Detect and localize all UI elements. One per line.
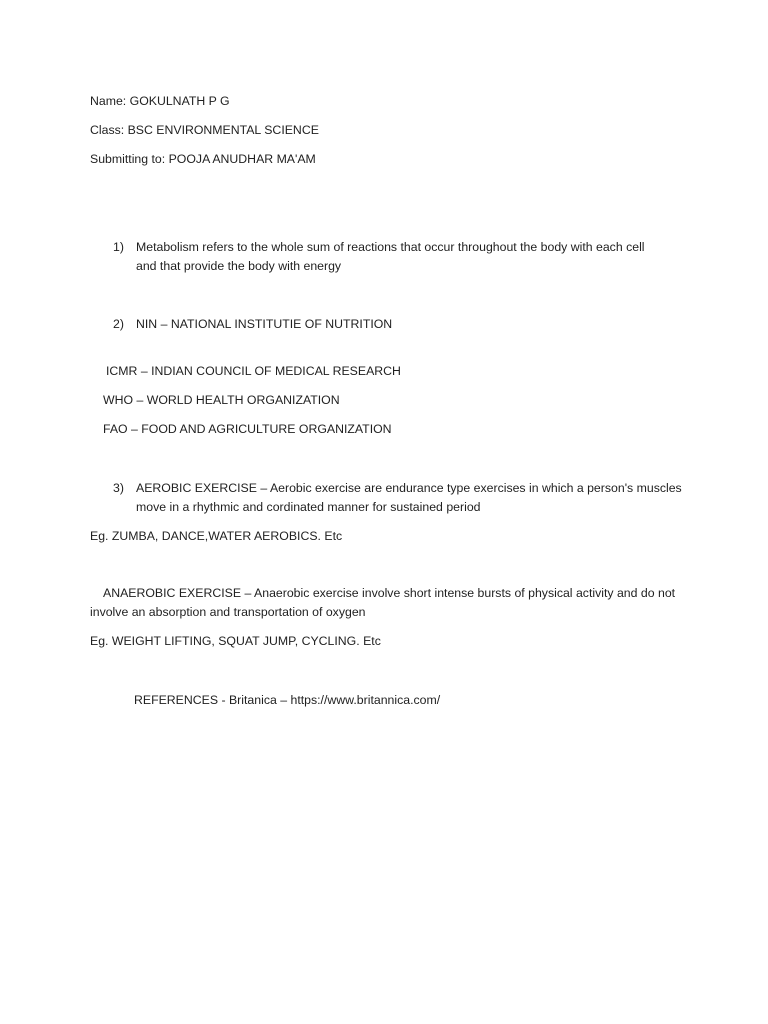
aerobic-examples: Eg. ZUMBA, DANCE,WATER AEROBICS. Etc bbox=[90, 529, 343, 543]
anaerobic-examples: Eg. WEIGHT LIFTING, SQUAT JUMP, CYCLING. Etc bbox=[90, 634, 381, 648]
aerobic-line-2: move in a rhythmic and cordinated manner for sustained period bbox=[136, 500, 481, 514]
aerobic-line-1: AEROBIC EXERCISE – Aerobic exercise are endurance type exercises in which a person's muscles bbox=[136, 481, 682, 495]
answer-2-who: WHO – WORLD HEALTH ORGANIZATION bbox=[103, 393, 340, 407]
references: REFERENCES - Britanica – https://www.britannica.com/ bbox=[134, 693, 441, 707]
answer-2-fao: FAO – FOOD AND AGRICULTURE ORGANIZATION bbox=[103, 422, 392, 436]
anaerobic-line-1: ANAEROBIC EXERCISE – Anaerobic exercise involve short intense bursts of physical activity and do not bbox=[103, 586, 676, 600]
list-number-3: 3) bbox=[113, 481, 124, 495]
answer-1-line-1: Metabolism refers to the whole sum of reactions that occur throughout the body with each cell bbox=[136, 240, 645, 254]
answer-2-icmr: ICMR – INDIAN COUNCIL OF MEDICAL RESEARCH bbox=[106, 364, 401, 378]
anaerobic-line-2: involve an absorption and transportation of oxygen bbox=[90, 605, 366, 619]
student-name: Name: GOKULNATH P G bbox=[90, 94, 230, 108]
answer-2-nin: NIN – NATIONAL INSTITUTIE OF NUTRITION bbox=[136, 317, 393, 331]
submitting-to: Submitting to: POOJA ANUDHAR MA'AM bbox=[90, 152, 316, 166]
student-class: Class: BSC ENVIRONMENTAL SCIENCE bbox=[90, 123, 319, 137]
list-number-2: 2) bbox=[113, 317, 124, 331]
answer-1-line-2: and that provide the body with energy bbox=[136, 259, 342, 273]
list-number-1: 1) bbox=[113, 240, 124, 254]
